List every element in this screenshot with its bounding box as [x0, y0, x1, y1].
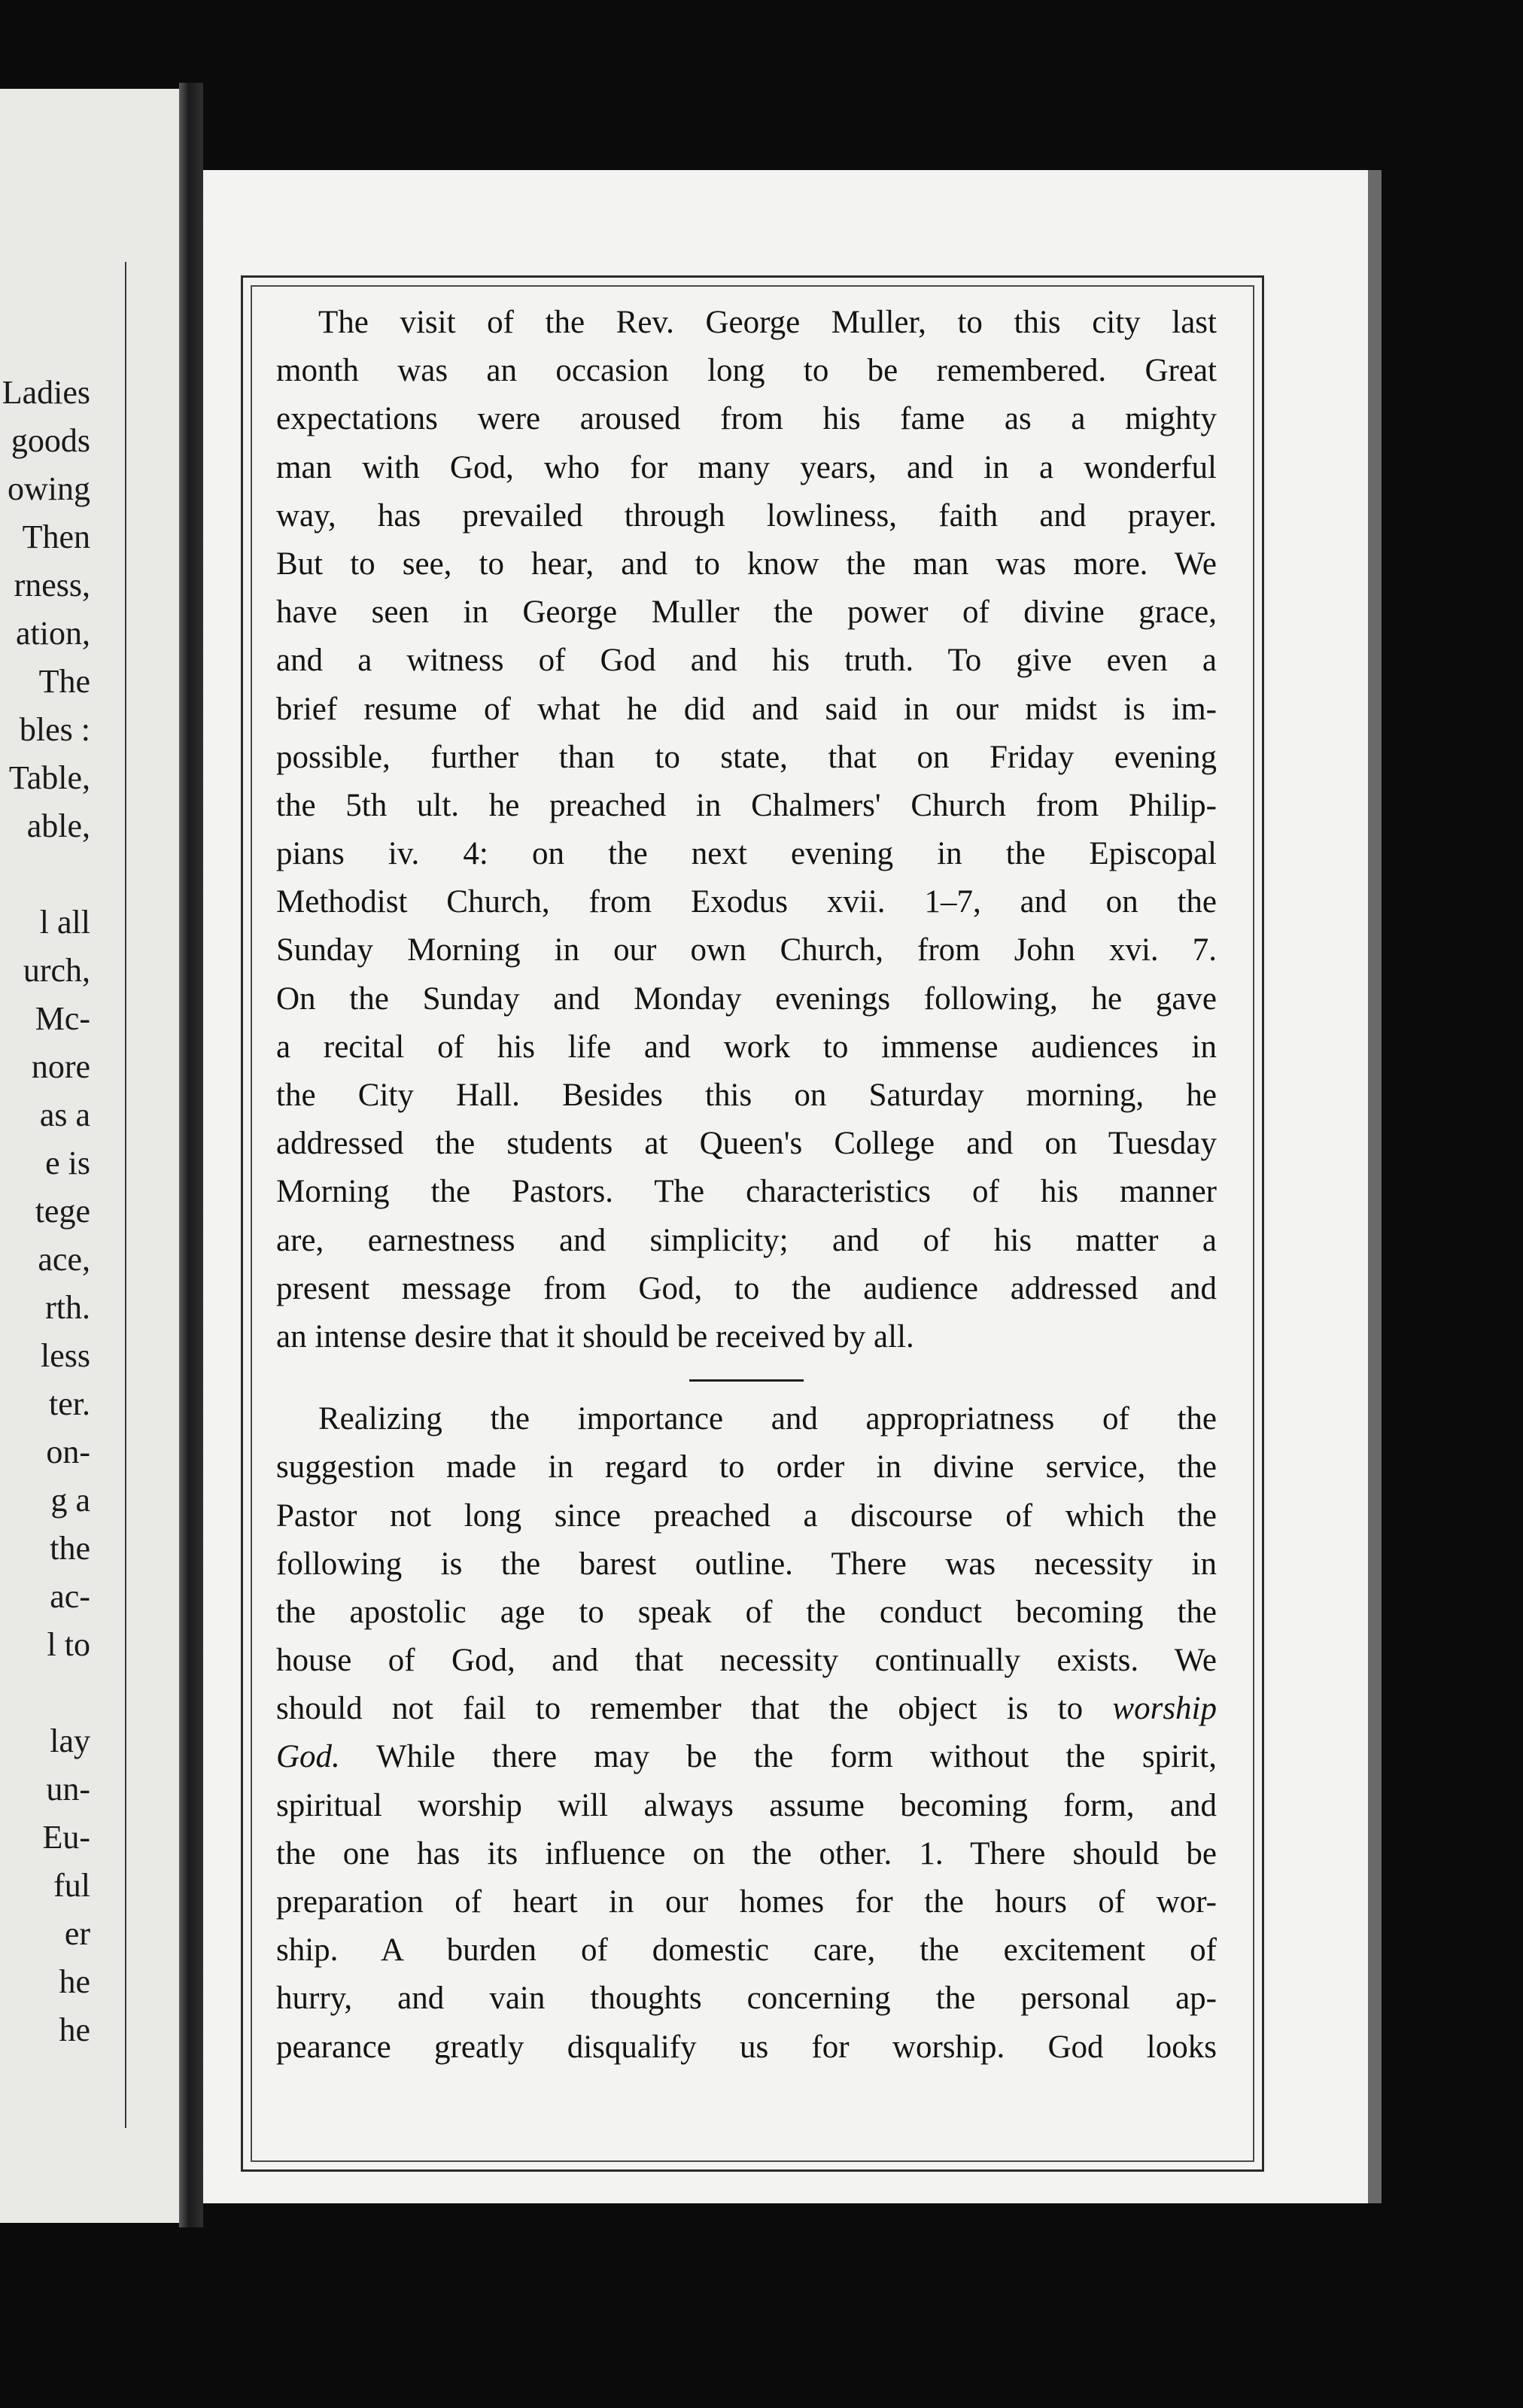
text-line: Morning the Pastors. The characteristics of his manner	[276, 1174, 1217, 1210]
text-line: and a witness of God and his truth. To give even a	[276, 643, 1217, 679]
text-line: But to see, to hear, and to know the man was more. We	[276, 546, 1217, 582]
book-gutter	[179, 83, 203, 2227]
text-line: the one has its influence on the other. 1. There should be	[276, 1835, 1217, 1871]
left-page-line-fragment: as a	[39, 1096, 90, 1133]
text-line: addressed the students at Queen's College and on Tuesday	[276, 1126, 1217, 1162]
text-line	[276, 1685, 1217, 1733]
text-line: are, earnestness and simplicity; and of his matter a	[276, 1222, 1217, 1258]
left-page-line-fragment	[0, 1669, 90, 1717]
left-page-line-fragment: Mc-	[35, 1000, 90, 1037]
text-line: The visit of the Rev. George Muller, to this city last	[318, 305, 1217, 340]
italic-text: worship	[1112, 1691, 1217, 1727]
facing-page-left	[0, 89, 179, 2223]
text-line: have seen in George Muller the power of divine grace,	[276, 594, 1217, 631]
left-page-line-fragment: on-	[46, 1434, 90, 1470]
text-line: brief resume of what he did and said in our midst is im-	[276, 691, 1217, 727]
left-page-line-fragment: Then	[22, 518, 90, 555]
text-line: pearance greatly disqualify us for worship. God looks	[276, 2029, 1217, 2065]
left-page-line-fragment: owing	[8, 470, 90, 507]
left-page-line-fragment: e is	[45, 1145, 90, 1181]
text-line	[276, 1733, 1217, 1781]
left-page-line-fragment: the	[50, 1530, 90, 1567]
left-page-text-fragments	[0, 369, 90, 2054]
paragraph-muller-visit	[276, 299, 1217, 1361]
left-page-line-fragment: ac-	[50, 1578, 90, 1615]
left-page-line-fragment	[0, 850, 90, 898]
main-page	[203, 170, 1368, 2203]
text-line: Realizing the importance and appropriatness of the	[318, 1401, 1217, 1437]
text-span: should not fail to remember that the object is to	[276, 1691, 1084, 1727]
left-page-line-fragment: Eu-	[42, 1819, 90, 1856]
left-page-line-fragment: Ladies	[2, 374, 90, 411]
left-page-line-fragment: lay	[50, 1722, 90, 1759]
text-line: the City Hall. Besides this on Saturday morning, he	[276, 1078, 1217, 1113]
text-span: While there may be the form without the spirit,	[339, 1739, 1217, 1775]
text-line: Sunday Morning in our own Church, from John xvi. 7.	[276, 932, 1217, 968]
text-line: expectations were aroused from his fame as a mighty	[276, 401, 1217, 437]
left-page-line-fragment: The	[38, 663, 90, 700]
left-page-line-fragment: rness,	[14, 567, 90, 604]
text-line: the apostolic age to speak of the conduct becoming the	[276, 1594, 1217, 1630]
text-line: following is the barest outline. There was necessity in	[276, 1546, 1217, 1582]
left-page-line-fragment: er	[64, 1915, 90, 1952]
section-separator-rule	[689, 1379, 804, 1382]
text-line: suggestion made in regard to order in divine service, the	[276, 1449, 1217, 1485]
left-page-line-fragment: bles :	[19, 711, 90, 748]
left-page-line-fragment: goods	[11, 422, 90, 459]
left-page-line-fragment: l all	[39, 904, 90, 941]
text-line: house of God, and that necessity continually exists. We	[276, 1643, 1217, 1679]
text-line: present message from God, to the audience addressed and	[276, 1270, 1217, 1306]
text-line: hurry, and vain thoughts concerning the personal ap-	[276, 1981, 1217, 2017]
text-line: the 5th ult. he preached in Chalmers' Church from Philip-	[276, 787, 1217, 823]
italic-text: God.	[276, 1739, 340, 1775]
left-page-line-fragment: urch,	[23, 952, 90, 989]
text-line: month was an occasion long to be remembered. Great	[276, 353, 1217, 389]
text-line: preparation of heart in our homes for the hours of wor-	[276, 1884, 1217, 1920]
text-line: way, has prevailed through lowliness, faith and prayer.	[276, 497, 1217, 534]
text-line: pians iv. 4: on the next evening in the Episcopal	[276, 836, 1217, 872]
text-line: a recital of his life and work to immense audiences in	[276, 1029, 1217, 1065]
left-page-frame-rule	[125, 262, 126, 2128]
left-page-line-fragment: he	[59, 1963, 90, 2000]
text-line: Methodist Church, from Exodus xvii. 1–7, and on the	[276, 884, 1217, 920]
left-page-line-fragment: g a	[50, 1482, 90, 1519]
left-page-line-fragment: ace,	[38, 1241, 90, 1278]
text-line: Pastor not long since preached a discourse of which the	[276, 1497, 1217, 1534]
article-body	[276, 299, 1217, 2072]
text-line: spiritual worship will always assume becoming form, and	[276, 1787, 1217, 1823]
left-page-line-fragment: Table,	[8, 759, 90, 796]
text-line: possible, further than to state, that on Friday evening	[276, 739, 1217, 775]
paragraph-divine-service	[276, 1395, 1217, 2072]
left-page-line-fragment: rth.	[45, 1289, 90, 1326]
left-page-line-fragment: ter.	[49, 1385, 90, 1422]
text-line: ship. A burden of domestic care, the excitement of	[276, 1932, 1217, 1969]
text-line: an intense desire that it should be received by all.	[276, 1318, 914, 1354]
left-page-line-fragment: l to	[47, 1626, 90, 1663]
text-frame	[241, 275, 1264, 2172]
left-page-line-fragment: ation,	[16, 615, 90, 652]
left-page-line-fragment: less	[41, 1337, 90, 1374]
left-page-line-fragment: tege	[35, 1193, 90, 1230]
page-edge-shadow	[1368, 170, 1382, 2203]
left-page-line-fragment: nore	[31, 1048, 90, 1085]
left-page-line-fragment: un-	[46, 1771, 90, 1808]
left-page-line-fragment: he	[59, 2011, 90, 2048]
text-line: man with God, who for many years, and in a wonderful	[276, 449, 1217, 485]
left-page-line-fragment: ful	[53, 1867, 90, 1904]
left-page-line-fragment: able,	[26, 807, 90, 844]
text-line: On the Sunday and Monday evenings following, he gave	[276, 981, 1217, 1017]
